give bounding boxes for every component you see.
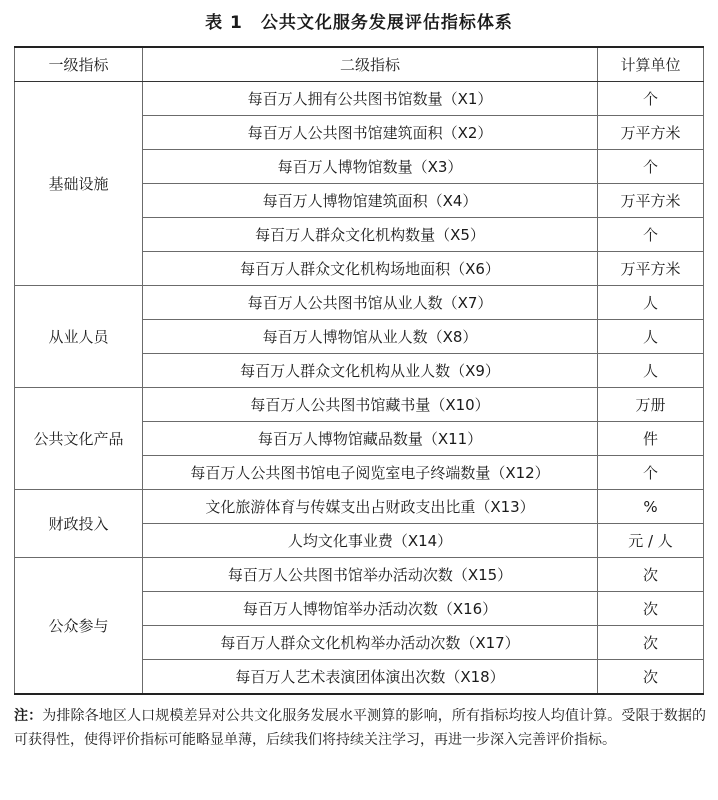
indicator-table <box>14 46 704 695</box>
footnote-label: 注： <box>14 708 43 724</box>
header-level2: 二级指标 <box>143 47 598 82</box>
unit-cell: 次 <box>598 626 704 660</box>
unit-cell: 件 <box>598 422 704 456</box>
unit-cell: 万册 <box>598 388 704 422</box>
unit-cell: % <box>598 490 704 524</box>
unit-cell: 个 <box>598 150 704 184</box>
table-number: 表 1 <box>205 13 243 33</box>
footnote <box>14 704 706 752</box>
indicator-cell: 每百万人公共图书馆建筑面积（X2） <box>143 116 598 150</box>
header-level1: 一级指标 <box>15 47 143 82</box>
table-row <box>15 490 704 524</box>
indicator-cell: 每百万人群众文化机构场地面积（X6） <box>143 252 598 286</box>
table-body <box>15 82 704 695</box>
indicator-cell: 每百万人公共图书馆举办活动次数（X15） <box>143 558 598 592</box>
indicator-cell: 每百万人博物馆从业人数（X8） <box>143 320 598 354</box>
table-row <box>15 286 704 320</box>
table-title <box>0 10 718 36</box>
unit-cell: 个 <box>598 218 704 252</box>
indicator-cell: 每百万人公共图书馆藏书量（X10） <box>143 388 598 422</box>
indicator-cell: 每百万人博物馆藏品数量（X11） <box>143 422 598 456</box>
indicator-cell: 每百万人博物馆数量（X3） <box>143 150 598 184</box>
unit-cell: 个 <box>598 456 704 490</box>
unit-cell: 元 / 人 <box>598 524 704 558</box>
category-cell: 财政投入 <box>15 490 143 558</box>
table-title-text: 公共文化服务发展评估指标体系 <box>260 13 513 33</box>
unit-cell: 人 <box>598 286 704 320</box>
category-cell: 从业人员 <box>15 286 143 388</box>
unit-cell: 次 <box>598 558 704 592</box>
indicator-cell: 每百万人博物馆建筑面积（X4） <box>143 184 598 218</box>
unit-cell: 次 <box>598 660 704 695</box>
unit-cell: 万平方米 <box>598 252 704 286</box>
indicator-cell: 每百万人公共图书馆电子阅览室电子终端数量（X12） <box>143 456 598 490</box>
indicator-cell: 每百万人群众文化机构举办活动次数（X17） <box>143 626 598 660</box>
footnote-text: 为排除各地区人口规模差异对公共文化服务发展水平测算的影响，所有指标均按人均值计算。受限于数据的可获得性，使得评价指标可能略显单薄，后续我们将持续关注学习，再进一步深入完善评价指标。 <box>14 708 706 748</box>
indicator-cell: 每百万人艺术表演团体演出次数（X18） <box>143 660 598 695</box>
indicator-cell: 每百万人博物馆举办活动次数（X16） <box>143 592 598 626</box>
indicator-cell: 每百万人群众文化机构数量（X5） <box>143 218 598 252</box>
unit-cell: 万平方米 <box>598 116 704 150</box>
category-cell: 公众参与 <box>15 558 143 695</box>
category-cell: 基础设施 <box>15 82 143 286</box>
unit-cell: 万平方米 <box>598 184 704 218</box>
table-row <box>15 388 704 422</box>
indicator-cell: 每百万人公共图书馆从业人数（X7） <box>143 286 598 320</box>
table-header-row <box>15 47 704 82</box>
indicator-cell: 每百万人拥有公共图书馆数量（X1） <box>143 82 598 116</box>
header-unit: 计算单位 <box>598 47 704 82</box>
unit-cell: 人 <box>598 354 704 388</box>
indicator-cell: 人均文化事业费（X14） <box>143 524 598 558</box>
table-row <box>15 82 704 116</box>
indicator-cell: 每百万人群众文化机构从业人数（X9） <box>143 354 598 388</box>
unit-cell: 次 <box>598 592 704 626</box>
indicator-cell: 文化旅游体育与传媒支出占财政支出比重（X13） <box>143 490 598 524</box>
unit-cell: 人 <box>598 320 704 354</box>
unit-cell: 个 <box>598 82 704 116</box>
table-row <box>15 558 704 592</box>
category-cell: 公共文化产品 <box>15 388 143 490</box>
